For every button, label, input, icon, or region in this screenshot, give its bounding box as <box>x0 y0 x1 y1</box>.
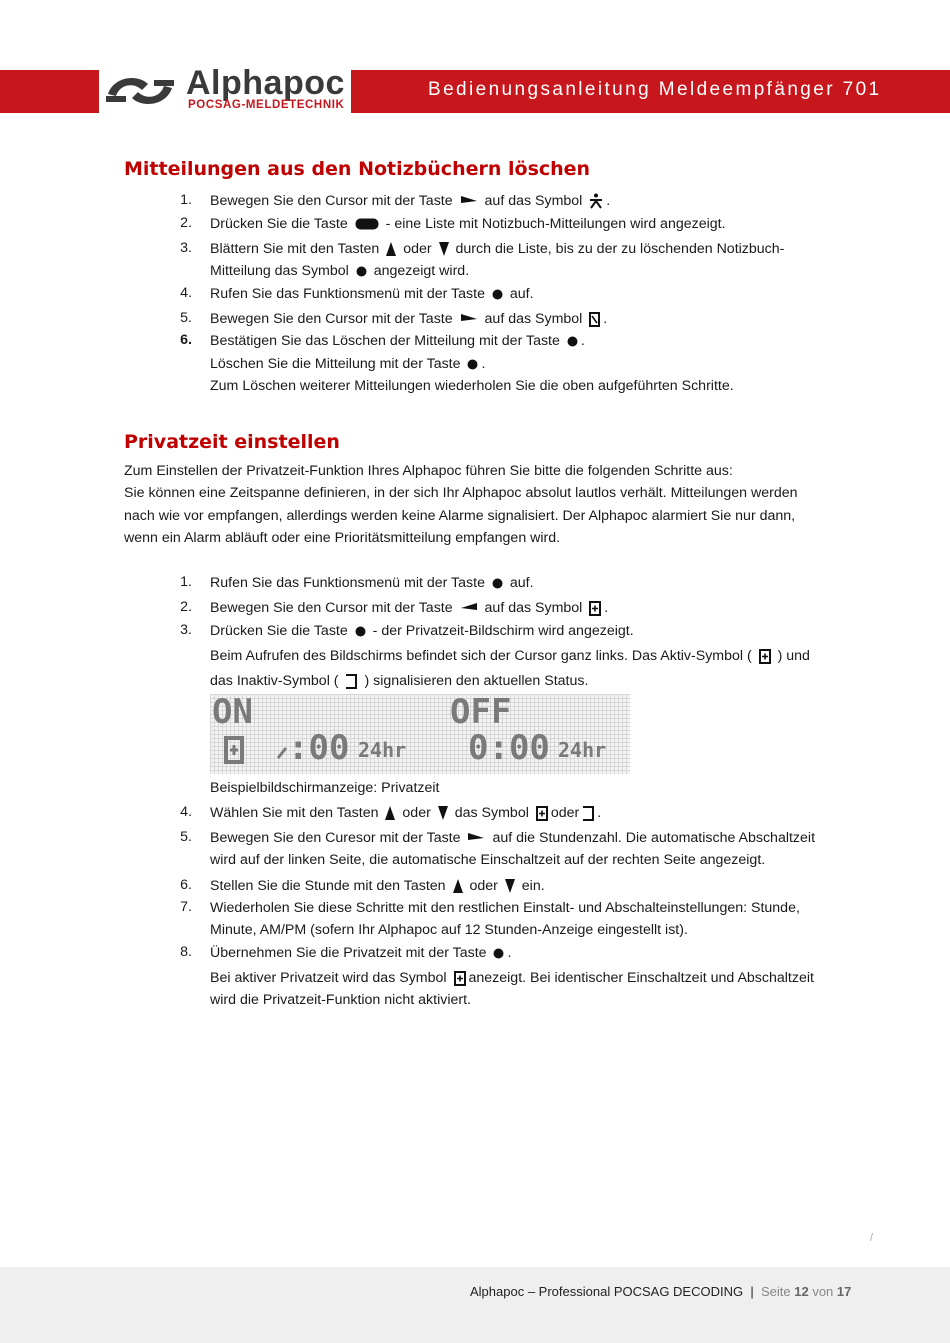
step-text: Löschen Sie die Mitteilung mit der Taste <box>210 356 461 372</box>
step-text: anezeigt. Bei identischer Einschaltzeit und Abschaltzeit <box>468 970 814 986</box>
lcd-on-label: ON <box>212 692 253 732</box>
right-arrow-key-icon <box>460 195 478 207</box>
step-text: ) signalisieren den aktuellen Status. <box>364 673 589 689</box>
dot-symbol-icon <box>356 266 367 277</box>
lcd-active-symbol-icon <box>224 736 244 764</box>
step-text: ein. <box>521 878 545 894</box>
notebook-symbol-icon <box>589 193 603 209</box>
step-text: . <box>580 333 585 349</box>
step-text: Bewegen Sie den Cursor mit der Taste <box>210 193 453 209</box>
page-mark: / <box>870 1232 874 1244</box>
step-text: . <box>507 945 512 961</box>
step-text: Beim Aufrufen des Bildschirms befindet sich der Cursor ganz links. Das Aktiv-Symbol ( <box>210 648 752 664</box>
down-arrow-key-icon <box>438 806 448 820</box>
lcd-left-unit: 24hr <box>358 738 407 762</box>
lcd-right-time: 0:00 <box>468 728 550 768</box>
intro-paragraph-line: Zum Einstellen der Privatzeit-Funktion Ihres Alphapoc führen Sie bitte die folgenden Schritte aus: <box>124 463 733 479</box>
step-number: 2. <box>180 599 192 615</box>
intro-paragraph-line: nach wie vor empfangen, allerdings werden keine Alarme signalisiert. Der Alphapoc alarmiert Sie nur dann, <box>124 508 796 524</box>
step-number: 5. <box>180 310 192 326</box>
footer-separator: | <box>750 1284 754 1299</box>
step-number: 5. <box>180 829 192 845</box>
lcd-right-unit: 24hr <box>558 738 607 762</box>
step-text: oder <box>469 878 498 894</box>
down-arrow-key-icon <box>439 242 449 256</box>
step-text: . <box>604 600 609 616</box>
step-number: 6. <box>180 877 192 893</box>
up-arrow-key-icon <box>385 806 395 820</box>
step-text: oder <box>403 241 432 257</box>
document-title: Bedienungsanleitung Meldeempfänger 701 <box>428 79 882 100</box>
step-text: durch die Liste, bis zu der zu löschenden Notizbuch- <box>455 241 785 257</box>
intro-paragraph-line: Sie können eine Zeitspanne definieren, in der sich Ihr Alphapoc absolut lautlos verhält. Mitteilungen werden <box>124 485 798 501</box>
dot-key-icon <box>493 948 504 959</box>
step-text: oder <box>402 805 431 821</box>
step-text: Drücken Sie die Taste <box>210 216 348 232</box>
right-arrow-key-icon <box>467 832 485 844</box>
footer-text <box>470 1284 851 1299</box>
privacy-inactive-symbol-icon <box>582 806 594 821</box>
step-text: . <box>597 805 602 821</box>
section-heading-notes-delete: Mitteilungen aus den Notizbüchern löschen <box>124 158 591 180</box>
step-text: Blättern Sie mit den Tasten <box>210 241 380 257</box>
privacy-inactive-symbol-icon <box>345 674 357 689</box>
logo-name: Alphapoc <box>186 64 345 102</box>
dot-key-icon <box>492 578 503 589</box>
lcd-cursor-icon <box>276 746 288 760</box>
privacy-active-symbol-icon <box>589 601 601 616</box>
step-text: . <box>481 356 486 372</box>
logo-subtitle: POCSAG-MELDETECHNIK <box>188 99 345 111</box>
delete-symbol-icon <box>589 312 600 327</box>
step-text: auf das Symbol <box>484 311 583 327</box>
oval-key-icon <box>355 218 379 230</box>
step-text: Bewegen Sie den Cursor mit der Taste <box>210 600 453 616</box>
step-text: auf. <box>509 286 534 302</box>
step-number: 7. <box>180 899 192 915</box>
logo-icon <box>104 68 176 114</box>
step-text: auf. <box>509 575 534 591</box>
right-arrow-key-icon <box>460 313 478 325</box>
lcd-off-label: OFF <box>450 692 512 732</box>
footer-page-total: 17 <box>836 1284 852 1299</box>
page-footer <box>0 1267 950 1343</box>
footer-company: Alphapoc – Professional POCSAG DECODING <box>470 1284 744 1299</box>
step-number: 3. <box>180 240 192 256</box>
step-text: Rufen Sie das Funktionsmenü mit der Taste <box>210 286 485 302</box>
step-number: 1. <box>180 192 192 208</box>
step-text: - der Privatzeit-Bildschirm wird angezeigt. <box>372 623 634 639</box>
step-number: 4. <box>180 285 192 301</box>
step-text: Bewegen Sie den Curesor mit der Taste <box>210 830 461 846</box>
section-heading-privacy-time: Privatzeit einstellen <box>124 431 340 453</box>
step-number: 2. <box>180 215 192 231</box>
step-number: 6. <box>180 332 192 348</box>
step-text: Drücken Sie die Taste <box>210 623 348 639</box>
step-number: 3. <box>180 622 192 638</box>
dot-key-icon <box>467 359 478 370</box>
step-text: wird die Privatzeit-Funktion nicht aktiviert. <box>210 992 471 1008</box>
step-text: . <box>603 311 608 327</box>
lcd-privacy-screen <box>210 694 630 774</box>
lcd-left-time: :00 <box>288 728 350 768</box>
privacy-active-symbol-icon <box>454 971 466 986</box>
dot-key-icon <box>492 289 503 300</box>
step-text: Wählen Sie mit den Tasten <box>210 805 379 821</box>
step-text: wird auf der linken Seite, die automatische Einschaltzeit auf der rechten Seite angezeigt. <box>210 852 766 868</box>
down-arrow-key-icon <box>505 879 515 893</box>
step-text: auf die Stundenzahl. Die automatische Abschaltzeit <box>492 830 816 846</box>
step-text: Übernehmen Sie die Privatzeit mit der Taste <box>210 945 487 961</box>
step-text: Stellen Sie die Stunde mit den Tasten <box>210 878 446 894</box>
step-text: Rufen Sie das Funktionsmenü mit der Taste <box>210 575 485 591</box>
intro-paragraph-line: wenn ein Alarm abläuft oder eine Prioritätsmitteilung empfangen wird. <box>124 530 561 546</box>
step-text: Bewegen Sie den Cursor mit der Taste <box>210 311 453 327</box>
step-text: angezeigt wird. <box>373 263 470 279</box>
step-text: Zum Löschen weiterer Mitteilungen wiederholen Sie die oben aufgeführten Schritte. <box>210 378 734 394</box>
step-number: 8. <box>180 944 192 960</box>
step-number: 1. <box>180 574 192 590</box>
left-arrow-key-icon <box>460 602 478 614</box>
step-text: das Symbol <box>454 805 529 821</box>
privacy-active-symbol-icon <box>536 806 548 821</box>
dot-key-icon <box>567 336 578 347</box>
step-text: Minute, AM/PM (sofern Ihr Alphapoc auf 12 Stunden-Anzeige eingestellt ist). <box>210 922 688 938</box>
step-text: oder <box>550 805 580 821</box>
step-text: Bei aktiver Privatzeit wird das Symbol <box>210 970 447 986</box>
footer-page-number: 12 <box>794 1284 809 1299</box>
footer-page-word: Seite <box>760 1284 791 1299</box>
step-text: . <box>606 193 611 209</box>
up-arrow-key-icon <box>386 242 396 256</box>
privacy-active-symbol-icon <box>759 649 771 664</box>
step-text: ) und <box>777 648 810 664</box>
step-text: das Inaktiv-Symbol ( <box>210 673 339 689</box>
step-text: auf das Symbol <box>484 600 583 616</box>
step-text: Wiederholen Sie diese Schritte mit den restlichen Einstalt- und Abschalteinstellungen: Stunde, <box>210 900 800 916</box>
step-text: - eine Liste mit Notizbuch-Mitteilungen wird angezeigt. <box>385 216 726 232</box>
step-text: Bestätigen Sie das Löschen der Mitteilung mit der Taste <box>210 333 560 349</box>
up-arrow-key-icon <box>453 879 463 893</box>
step-text: auf das Symbol <box>484 193 583 209</box>
step-number: 4. <box>180 804 192 820</box>
step-text: Mitteilung das Symbol <box>210 263 349 279</box>
dot-key-icon <box>355 626 366 637</box>
image-caption: Beispielbildschirmanzeige: Privatzeit <box>210 780 440 796</box>
footer-of-word: von <box>812 1284 834 1299</box>
